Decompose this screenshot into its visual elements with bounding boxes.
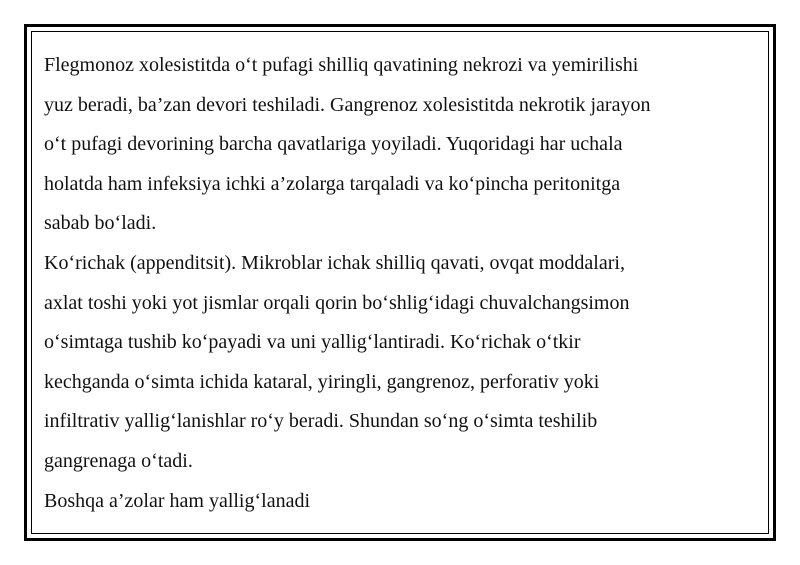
text-line: holatda ham infeksiya ichki a’zolarga tarqaladi va ko‘pincha peritonitga [44,172,621,195]
text-line: infiltrativ yallig‘lanishlar ro‘y beradi. Shundan so‘ng o‘simta teshilib [44,410,598,433]
text-line: o‘t pufagi devorining barcha qavatlariga yoyiladi. Yuqoridagi har uchala [44,133,623,156]
outer-border-frame [24,24,776,541]
text-line: gangrenaga o‘tadi. [44,449,193,472]
inner-border-frame [31,31,769,534]
text-line: kechganda o‘simta ichida kataral, yiringli, gangrenoz, perforativ yoki [44,370,600,393]
text-line: o‘simtaga tushib ko‘payadi va uni yallig‘lantiradi. Ko‘richak o‘tkir [44,331,581,354]
text-line: yuz beradi, ba’zan devori teshiladi. Gangrenoz xolesistitda nekrotik jarayon [44,93,651,116]
document-text-block [44,46,758,521]
text-line: Boshqa a’zolar ham yallig‘lanadi [44,489,311,512]
text-line: Ko‘richak (appenditsit). Mikroblar ichak shilliq qavati, ovqat moddalari, [44,251,625,274]
text-line: axlat toshi yoki yot jismlar orqali qorin bo‘shlig‘idagi chuvalchangsimon [44,291,630,314]
text-line: sabab bo‘ladi. [44,212,157,235]
text-line: Flegmonoz xolesistitda o‘t pufagi shilliq qavatining nekrozi va yemirilishi [44,54,639,76]
